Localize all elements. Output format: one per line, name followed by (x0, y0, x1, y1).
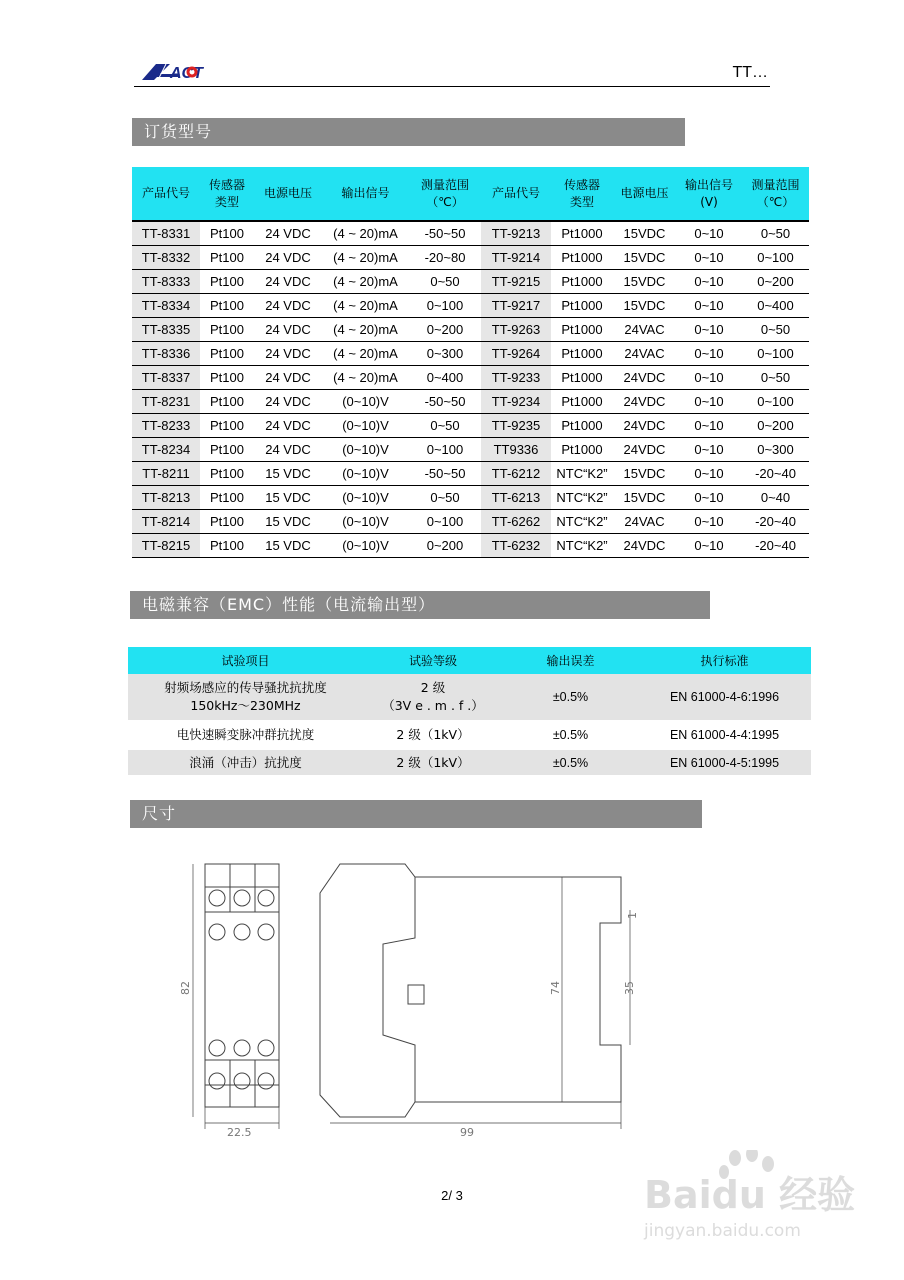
table-cell: 24 VDC (254, 438, 322, 462)
table-cell: (0~10)V (322, 510, 409, 534)
table-cell: 24VDC (613, 390, 676, 414)
table-cell: TT-8331 (132, 221, 200, 246)
table-row (132, 246, 809, 270)
table-cell: 0~100 (742, 342, 809, 366)
table-cell: 15VDC (613, 246, 676, 270)
table-cell: 24 VDC (254, 294, 322, 318)
text-line: 输出信号 (341, 186, 390, 200)
text-line: 2 级（1kV） (396, 754, 470, 770)
table-cell: 0~10 (676, 221, 742, 246)
order-header-cell (200, 167, 254, 221)
table-cell: (4 ~ 20)mA (322, 270, 409, 294)
table-cell: TT-8333 (132, 270, 200, 294)
table-cell: 24 VDC (254, 221, 322, 246)
table-row (132, 462, 809, 486)
table-cell: (0~10)V (322, 462, 409, 486)
table-cell: (4 ~ 20)mA (322, 246, 409, 270)
table-cell: 15VDC (613, 270, 676, 294)
dim-height-label: 82 (179, 981, 192, 995)
front-view-body (205, 864, 279, 1107)
table-cell: Pt100 (200, 270, 254, 294)
table-row (132, 221, 809, 246)
table-cell: Pt100 (200, 438, 254, 462)
table-row (132, 294, 809, 318)
table-cell: Pt100 (200, 462, 254, 486)
table-cell: 0~400 (409, 366, 481, 390)
table-cell: TT-6232 (481, 534, 551, 558)
table-cell: 0~200 (409, 318, 481, 342)
table-cell: (4 ~ 20)mA (322, 221, 409, 246)
table-cell: TT-6262 (481, 510, 551, 534)
table-cell: TT-9233 (481, 366, 551, 390)
table-row (132, 366, 809, 390)
table-cell: 0~200 (742, 414, 809, 438)
document-title: TT… (732, 64, 768, 81)
table-cell: (4 ~ 20)mA (322, 318, 409, 342)
table-cell: 0~50 (742, 366, 809, 390)
emc-test-level (363, 674, 503, 720)
table-cell: 0~100 (409, 438, 481, 462)
text-line: 类型 (214, 194, 239, 209)
table-cell: 24VDC (613, 366, 676, 390)
table-cell: TT-8215 (132, 534, 200, 558)
table-cell: TT-9217 (481, 294, 551, 318)
brand-text: ACT (170, 65, 203, 82)
text-line: 电源电压 (620, 186, 669, 200)
order-header-cell (409, 167, 481, 221)
emc-test-level (363, 720, 503, 750)
text-line: （℃） (426, 194, 464, 209)
table-cell: 24 VDC (254, 342, 322, 366)
act-logo (140, 60, 220, 82)
table-row (132, 390, 809, 414)
table-cell: Pt1000 (551, 438, 613, 462)
text-line: 150kHz～230MHz (190, 698, 301, 713)
table-cell: Pt1000 (551, 270, 613, 294)
table-cell: 0~50 (409, 486, 481, 510)
table-cell: TT-8336 (132, 342, 200, 366)
table-cell: Pt100 (200, 318, 254, 342)
table-cell: NTC“K2” (551, 462, 613, 486)
table-cell: 24VDC (613, 414, 676, 438)
emc-header-cell: 执行标准 (638, 647, 811, 674)
table-cell: 0~10 (676, 390, 742, 414)
emc-table-header (128, 647, 811, 674)
table-cell: 15VDC (613, 221, 676, 246)
table-row (128, 750, 811, 775)
table-cell: Pt1000 (551, 221, 613, 246)
order-header-cell (322, 167, 409, 221)
table-cell: 0~200 (409, 534, 481, 558)
table-cell: -50~50 (409, 390, 481, 414)
table-cell: 0~10 (676, 486, 742, 510)
text-line: 射频场感应的传导骚扰抗扰度 (164, 680, 327, 695)
table-cell: 24VDC (613, 438, 676, 462)
table-row (132, 438, 809, 462)
table-cell: TT-8332 (132, 246, 200, 270)
table-cell: 24 VDC (254, 390, 322, 414)
emc-standard: EN 61000-4-4:1995 (669, 728, 780, 742)
paw-toe-3 (762, 1156, 774, 1172)
table-cell: (0~10)V (322, 534, 409, 558)
order-header-cell (254, 167, 322, 221)
table-cell: 0~10 (676, 510, 742, 534)
baidu-watermark (640, 1150, 860, 1250)
table-cell: -50~50 (409, 462, 481, 486)
table-cell: TT-8334 (132, 294, 200, 318)
emc-header-cell: 输出误差 (503, 647, 638, 674)
table-cell: 0~100 (742, 390, 809, 414)
text-line: 产品代号 (491, 186, 540, 200)
table-cell: NTC“K2” (551, 510, 613, 534)
table-cell: Pt1000 (551, 342, 613, 366)
table-cell: (4 ~ 20)mA (322, 294, 409, 318)
table-cell: (0~10)V (322, 486, 409, 510)
table-cell: 0~10 (676, 438, 742, 462)
table-cell: NTC“K2” (551, 486, 613, 510)
table-row (132, 510, 809, 534)
table-cell: 0~100 (742, 246, 809, 270)
table-cell: 0~10 (676, 294, 742, 318)
table-cell: NTC“K2” (551, 534, 613, 558)
table-cell: 24 VDC (254, 366, 322, 390)
text-line: 测量范围 (420, 177, 469, 192)
emc-header-cell: 试验等级 (363, 647, 503, 674)
table-cell: 0~10 (676, 318, 742, 342)
table-cell: 0~50 (409, 270, 481, 294)
table-cell: Pt100 (200, 342, 254, 366)
table-cell: 0~10 (676, 270, 742, 294)
table-cell: (0~10)V (322, 390, 409, 414)
dim-offset-label: 1 (626, 912, 639, 919)
table-row (128, 720, 811, 750)
table-cell: TT-8213 (132, 486, 200, 510)
table-cell: TT-9235 (481, 414, 551, 438)
text-line: （℃） (756, 194, 795, 209)
table-row (132, 342, 809, 366)
watermark-url: jingyan.baidu.com (644, 1221, 801, 1241)
emc-table-body (128, 674, 811, 775)
order-header-cell (132, 167, 200, 221)
emc-test-item (128, 720, 363, 750)
table-cell: 0~10 (676, 246, 742, 270)
table-cell: 24 VDC (254, 270, 322, 294)
emc-table (128, 647, 811, 775)
table-cell: 0~50 (742, 318, 809, 342)
dim-width-label: 22.5 (227, 1126, 252, 1139)
dim-depth-label: 99 (460, 1126, 474, 1139)
table-cell: 24VAC (613, 318, 676, 342)
table-cell: Pt100 (200, 246, 254, 270)
text-line: 2 级（1kV） (396, 727, 470, 742)
dimension-drawing (175, 855, 655, 1140)
table-cell: 15 VDC (254, 486, 322, 510)
table-cell: TT-9214 (481, 246, 551, 270)
text-line: 电源电压 (263, 186, 312, 200)
table-cell: 0~40 (742, 486, 809, 510)
table-cell: (4 ~ 20)mA (322, 342, 409, 366)
text-line: 类型 (569, 194, 594, 209)
table-cell: TT-9215 (481, 270, 551, 294)
table-cell: 0~50 (742, 221, 809, 246)
header-rule (134, 86, 770, 87)
table-cell: Pt1000 (551, 246, 613, 270)
table-cell: TT-9213 (481, 221, 551, 246)
watermark-brand: Baidu 经验 (644, 1173, 856, 1217)
table-cell: (0~10)V (322, 414, 409, 438)
table-cell: -20~40 (742, 534, 809, 558)
table-cell: Pt1000 (551, 390, 613, 414)
table-cell: TT-8211 (132, 462, 200, 486)
paw-toe-2 (746, 1150, 758, 1162)
table-cell: TT-8337 (132, 366, 200, 390)
table-cell: Pt1000 (551, 414, 613, 438)
table-cell: 0~300 (409, 342, 481, 366)
table-cell: 24 VDC (254, 414, 322, 438)
table-cell: 0~200 (742, 270, 809, 294)
dim-rail-label: 35 (623, 981, 636, 995)
text-line: 输出信号 (684, 177, 733, 192)
table-cell: 15 VDC (254, 462, 322, 486)
dim-inner-height-label: 74 (549, 981, 562, 995)
table-cell: Pt100 (200, 486, 254, 510)
order-header-cell (742, 167, 809, 221)
table-cell: 15 VDC (254, 534, 322, 558)
table-cell: Pt1000 (551, 294, 613, 318)
table-cell: 24 VDC (254, 318, 322, 342)
table-cell: -50~50 (409, 221, 481, 246)
emc-test-item (128, 750, 363, 775)
table-cell: (0~10)V (322, 438, 409, 462)
emc-standard: EN 61000-4-5:1995 (638, 750, 811, 775)
table-cell: Pt100 (200, 534, 254, 558)
table-cell: 0~10 (676, 366, 742, 390)
table-cell: TT-8214 (132, 510, 200, 534)
table-cell: 0~10 (676, 462, 742, 486)
text-line: 测量范围 (751, 177, 800, 192)
table-cell: 0~300 (742, 438, 809, 462)
order-table-header (132, 167, 809, 221)
text-line: (V) (700, 194, 718, 209)
paw-toe-1 (729, 1150, 741, 1166)
table-row (132, 414, 809, 438)
table-cell: TT-8335 (132, 318, 200, 342)
table-cell: TT9336 (481, 438, 551, 462)
table-cell: Pt100 (200, 390, 254, 414)
table-cell: 24VAC (613, 510, 676, 534)
table-cell: 0~10 (676, 414, 742, 438)
table-cell: TT-9234 (481, 390, 551, 414)
table-cell: TT-6212 (481, 462, 551, 486)
text-line: 电快速瞬变脉冲群抗扰度 (176, 727, 315, 742)
table-cell: 0~50 (409, 414, 481, 438)
table-cell: 15VDC (613, 486, 676, 510)
order-header-cell (481, 167, 551, 221)
table-cell: -20~40 (742, 462, 809, 486)
table-cell: Pt100 (200, 510, 254, 534)
emc-standard: EN 61000-4-6:1996 (638, 674, 811, 720)
table-cell: (4 ~ 20)mA (322, 366, 409, 390)
table-cell: Pt100 (200, 294, 254, 318)
table-row (128, 674, 811, 720)
text-line: 传感器 (208, 177, 245, 192)
table-cell: 24 VDC (254, 246, 322, 270)
order-header-cell (613, 167, 676, 221)
table-cell: Pt100 (200, 221, 254, 246)
table-cell: TT-8233 (132, 414, 200, 438)
emc-test-item (128, 674, 363, 720)
table-cell: Pt1000 (551, 318, 613, 342)
section-emc-title: 电磁兼容（EMC）性能（电流输出型） (130, 591, 710, 619)
table-cell: -20~40 (742, 510, 809, 534)
order-table (132, 167, 809, 558)
table-cell: 15VDC (613, 462, 676, 486)
text-line: 传感器 (563, 177, 600, 192)
table-cell: 15 VDC (254, 510, 322, 534)
table-row (132, 270, 809, 294)
table-cell: -20~80 (409, 246, 481, 270)
table-cell: TT-8234 (132, 438, 200, 462)
emc-output-error: ±0.5% (552, 728, 589, 742)
text-line: 浪涌（冲击）抗扰度 (189, 754, 302, 770)
table-cell: Pt1000 (551, 366, 613, 390)
emc-header-cell: 试验项目 (128, 647, 363, 674)
table-cell: 24VDC (613, 534, 676, 558)
page-number: 2/ 3 (441, 1188, 463, 1203)
table-cell: 0~400 (742, 294, 809, 318)
table-row (132, 534, 809, 558)
table-cell: Pt100 (200, 366, 254, 390)
table-cell: 15VDC (613, 294, 676, 318)
table-cell: TT-8231 (132, 390, 200, 414)
table-cell: 0~100 (409, 294, 481, 318)
table-cell: TT-9263 (481, 318, 551, 342)
text-line: 产品代号 (141, 186, 190, 200)
order-table-body (132, 221, 809, 558)
table-cell: TT-9264 (481, 342, 551, 366)
table-cell: 24VAC (613, 342, 676, 366)
text-line: （3V e . m . f .） (382, 698, 484, 713)
order-header-cell (676, 167, 742, 221)
table-cell: TT-6213 (481, 486, 551, 510)
table-row (132, 486, 809, 510)
text-line: 2 级 (420, 680, 446, 695)
section-dimensions-title: 尺寸 (130, 800, 702, 828)
table-row (132, 318, 809, 342)
emc-test-level (363, 750, 503, 775)
order-header-cell (551, 167, 613, 221)
table-cell: 0~10 (676, 342, 742, 366)
table-cell: 0~100 (409, 510, 481, 534)
table-cell: 0~10 (676, 534, 742, 558)
emc-output-error: ±0.5% (503, 750, 638, 775)
side-view-body (320, 864, 621, 1117)
emc-output-error: ±0.5% (503, 674, 638, 720)
table-cell: Pt100 (200, 414, 254, 438)
section-order-title: 订货型号 (132, 118, 685, 146)
